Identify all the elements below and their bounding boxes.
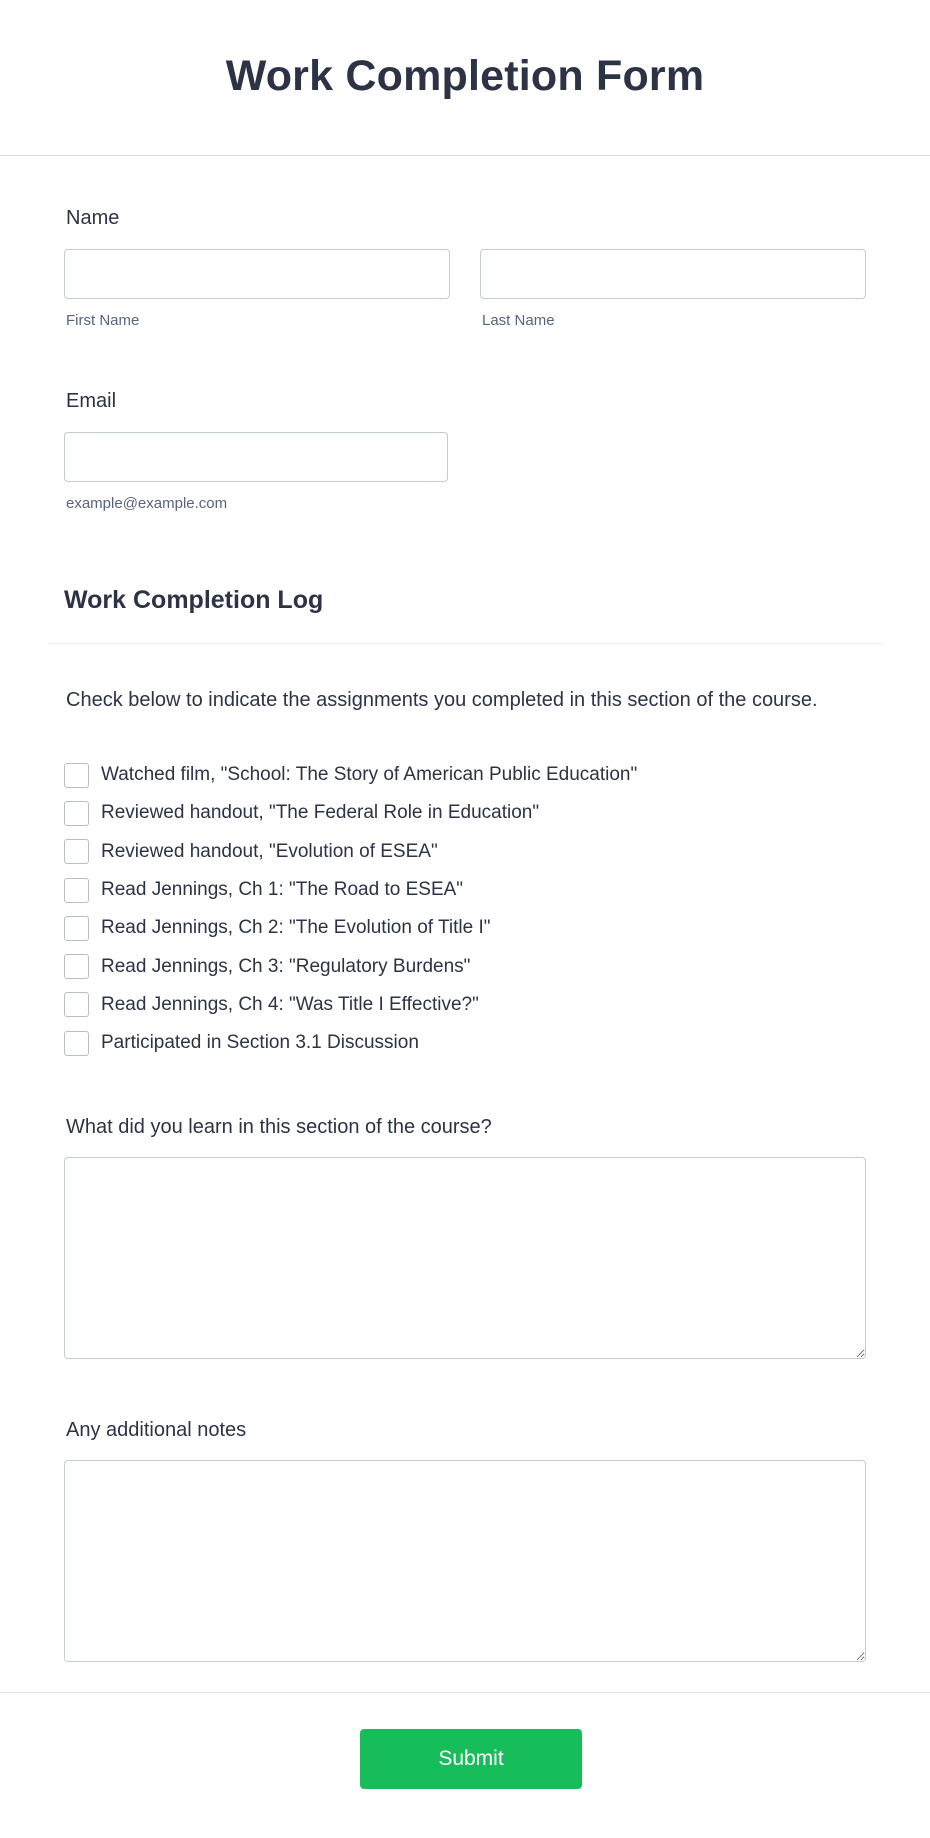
checkbox[interactable]	[64, 878, 89, 903]
checklist-item[interactable]	[64, 986, 637, 1024]
first-name-sublabel: First Name	[66, 312, 140, 329]
checkbox-label: Participated in Section 3.1 Discussion	[101, 1032, 419, 1054]
checkbox[interactable]	[64, 916, 89, 941]
checkbox[interactable]	[64, 801, 89, 826]
last-name-sublabel: Last Name	[482, 312, 555, 329]
footer-divider	[0, 1692, 930, 1693]
assignment-checklist	[64, 756, 637, 1062]
section-title: Work Completion Log	[64, 586, 324, 614]
checklist-item[interactable]	[64, 909, 637, 947]
learned-textarea[interactable]	[64, 1157, 866, 1359]
checkbox-label: Read Jennings, Ch 3: "Regulatory Burdens"	[101, 955, 471, 977]
checklist-item[interactable]	[64, 756, 637, 794]
last-name-input[interactable]	[480, 249, 866, 299]
checkbox[interactable]	[64, 839, 89, 864]
checkbox-label: Read Jennings, Ch 1: "The Road to ESEA"	[101, 879, 464, 901]
checkbox[interactable]	[64, 763, 89, 788]
first-name-input[interactable]	[64, 249, 450, 299]
form-header	[0, 0, 930, 156]
checkbox-label: Read Jennings, Ch 4: "Was Title I Effective?"	[101, 993, 479, 1015]
email-field[interactable]	[64, 432, 448, 482]
checklist-question: Check below to indicate the assignments you completed in this section of the course.	[66, 689, 818, 711]
checklist-item[interactable]	[64, 947, 637, 985]
checkbox[interactable]	[64, 1031, 89, 1056]
notes-label: Any additional notes	[66, 1419, 247, 1441]
checkbox[interactable]	[64, 992, 89, 1017]
checkbox-label: Reviewed handout, "The Federal Role in Education"	[101, 802, 540, 824]
email-sublabel: example@example.com	[66, 495, 228, 512]
checklist-item[interactable]	[64, 833, 637, 871]
checkbox-label: Read Jennings, Ch 2: "The Evolution of Title I"	[101, 917, 491, 939]
email-label: Email	[66, 390, 117, 412]
checklist-item[interactable]	[64, 794, 637, 832]
submit-button[interactable]: Submit	[360, 1729, 582, 1789]
name-label: Name	[66, 207, 120, 229]
checklist-item[interactable]	[64, 1024, 637, 1062]
checkbox[interactable]	[64, 954, 89, 979]
checkbox-label: Reviewed handout, "Evolution of ESEA"	[101, 840, 438, 862]
section-divider	[48, 643, 882, 644]
page-title: Work Completion Form	[225, 52, 705, 100]
checkbox-label: Watched film, "School: The Story of American Public Education"	[101, 764, 638, 786]
learned-label: What did you learn in this section of the course?	[66, 1116, 492, 1138]
checklist-item[interactable]	[64, 871, 637, 909]
notes-textarea[interactable]	[64, 1460, 866, 1662]
